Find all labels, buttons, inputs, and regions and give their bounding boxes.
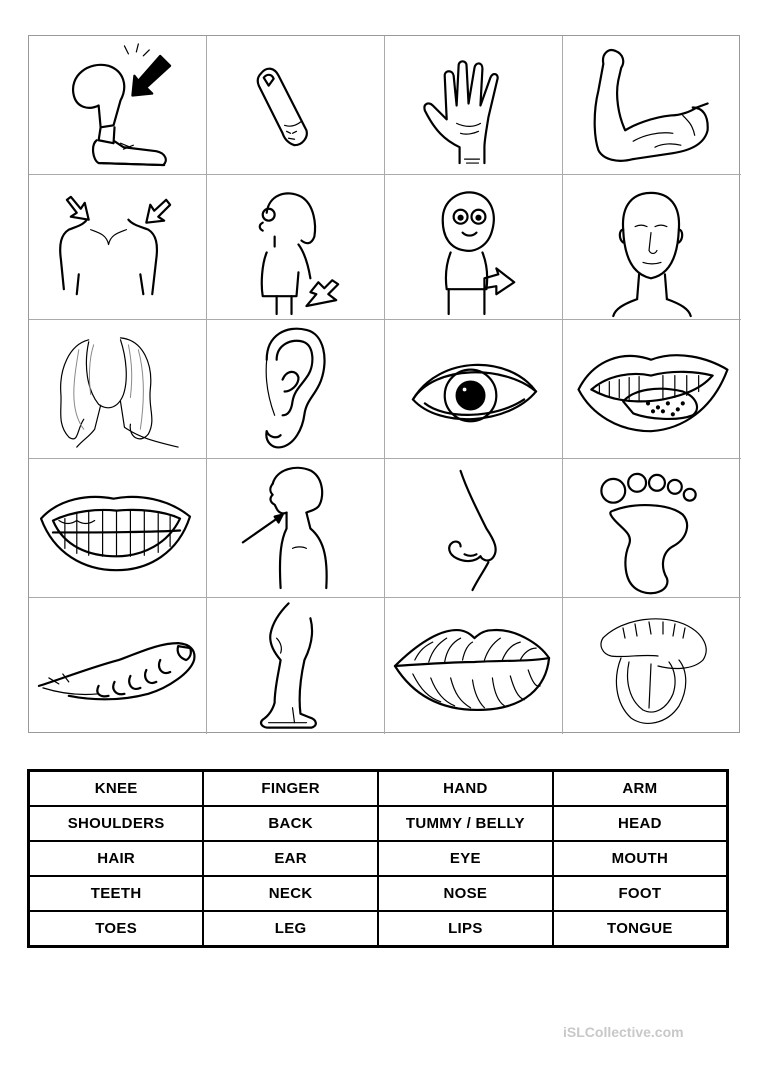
arm-picture — [563, 36, 741, 175]
word-cell: HAND — [378, 771, 553, 807]
eye-picture — [385, 320, 563, 459]
nose-picture — [385, 459, 563, 598]
word-cell: TUMMY / BELLY — [378, 806, 553, 841]
head-picture — [563, 175, 741, 320]
tongue-picture — [563, 598, 741, 734]
word-table — [27, 769, 729, 948]
tummy-picture — [385, 175, 563, 320]
knee-picture — [29, 36, 207, 175]
word-cell: SHOULDERS — [29, 806, 204, 841]
word-cell: LEG — [203, 911, 378, 947]
word-cell: HEAD — [553, 806, 728, 841]
word-cell: KNEE — [29, 771, 204, 807]
word-cell: EYE — [378, 841, 553, 876]
word-cell: LIPS — [378, 911, 553, 947]
leg-picture — [207, 598, 385, 734]
mouth-picture — [563, 320, 741, 459]
table-row — [29, 911, 728, 947]
word-cell: NECK — [203, 876, 378, 911]
hand-picture — [385, 36, 563, 175]
neck-picture — [207, 459, 385, 598]
hair-picture — [29, 320, 207, 459]
table-row — [29, 806, 728, 841]
word-cell: FINGER — [203, 771, 378, 807]
word-cell: EAR — [203, 841, 378, 876]
word-cell: ARM — [553, 771, 728, 807]
shoulders-picture — [29, 175, 207, 320]
toes-picture — [29, 598, 207, 734]
finger-picture — [207, 36, 385, 175]
back-picture — [207, 175, 385, 320]
table-row — [29, 841, 728, 876]
ear-picture — [207, 320, 385, 459]
word-cell: NOSE — [378, 876, 553, 911]
table-row — [29, 876, 728, 911]
word-cell: BACK — [203, 806, 378, 841]
word-cell: MOUTH — [553, 841, 728, 876]
word-cell: TEETH — [29, 876, 204, 911]
word-cell: HAIR — [29, 841, 204, 876]
picture-grid — [28, 35, 740, 733]
watermark: iSLCollective.com — [563, 1024, 684, 1040]
table-row — [29, 771, 728, 807]
word-cell: TOES — [29, 911, 204, 947]
lips-picture — [385, 598, 563, 734]
word-cell: TONGUE — [553, 911, 728, 947]
word-cell: FOOT — [553, 876, 728, 911]
foot-picture — [563, 459, 741, 598]
teeth-picture — [29, 459, 207, 598]
